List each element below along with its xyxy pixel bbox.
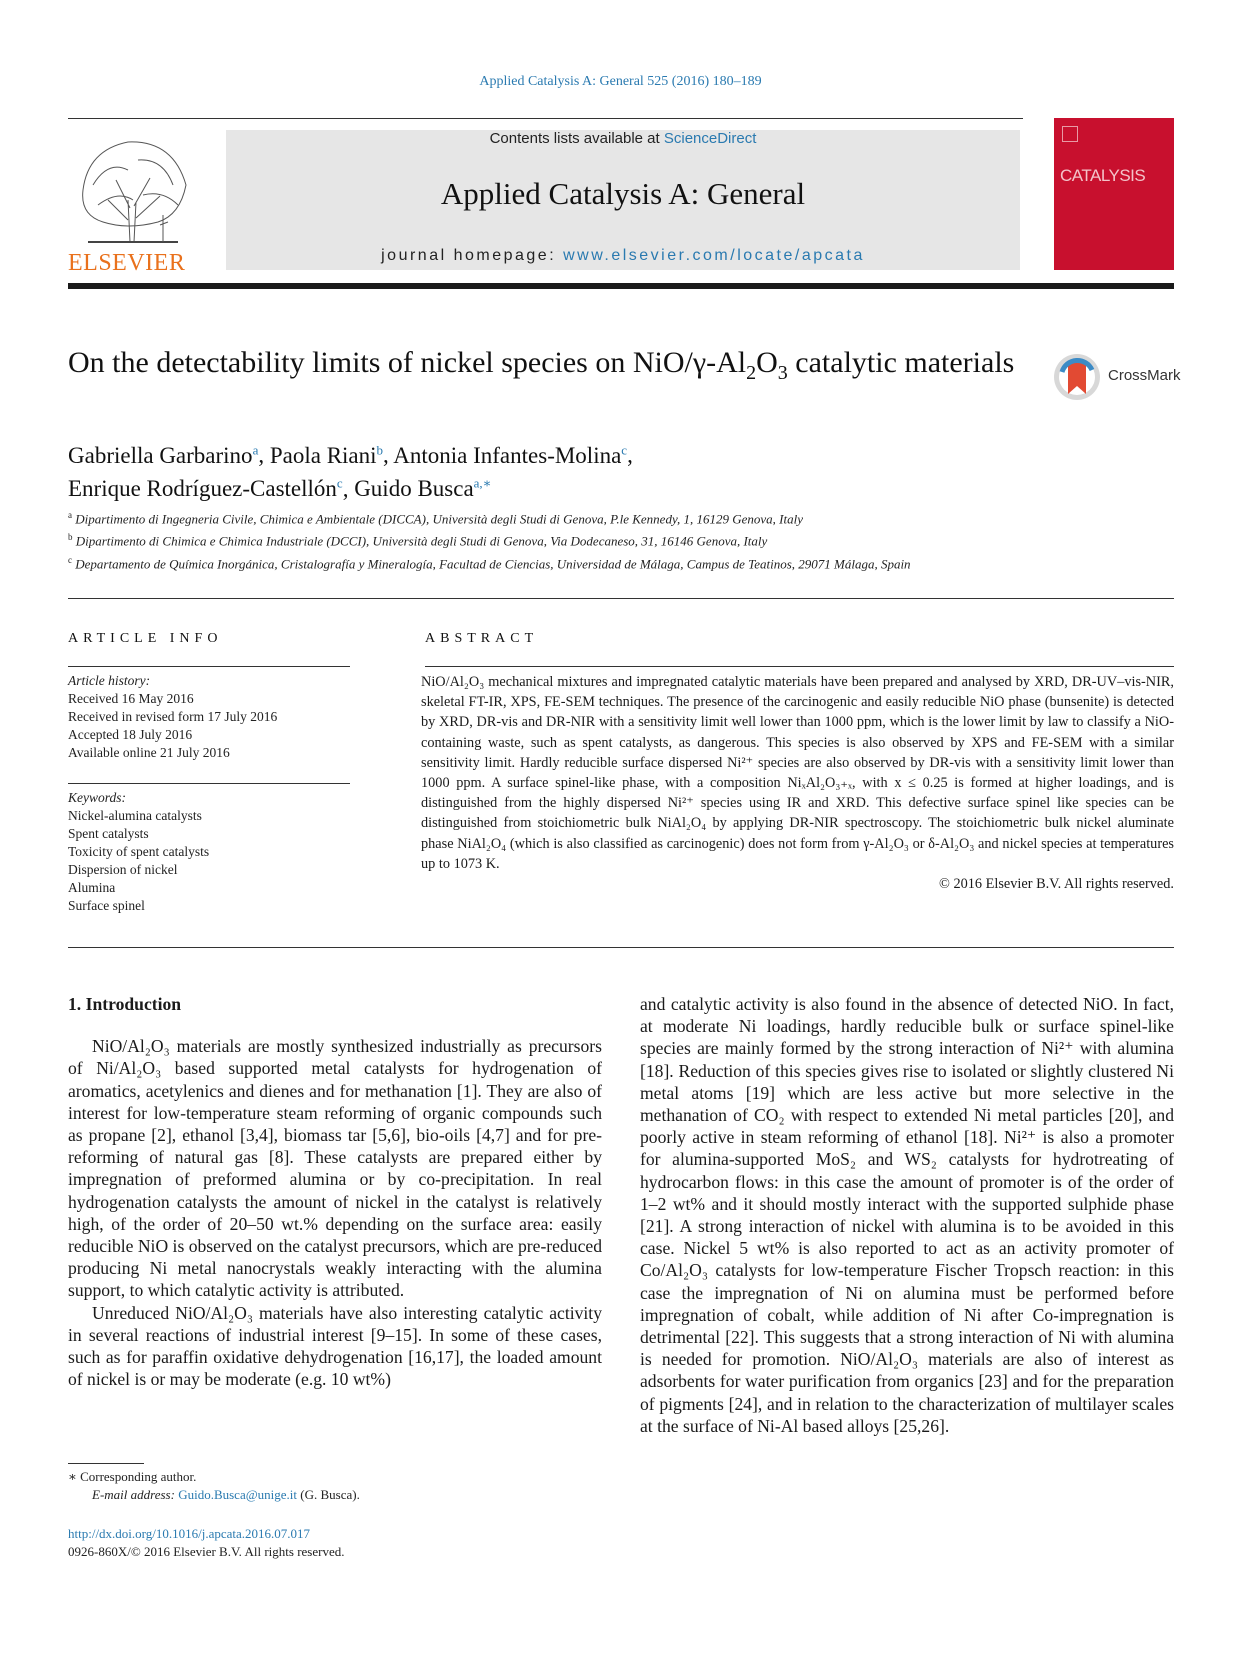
affiliation: $^c$ Departamento de Química Inorgánica, Cristalografía y Mineralogía, Facultad de Ciencias, Universidad de Málaga, Campus de Teatinos, 29071 Málaga, Spain [68, 554, 911, 571]
corresponding-footnote [68, 1468, 668, 1504]
history-item: Received 16 May 2016 [68, 691, 194, 706]
body-left-column [68, 993, 602, 1390]
article-info-rule [68, 666, 350, 667]
email-link[interactable]: Guido.Busca@unige.it [178, 1487, 298, 1502]
author[interactable]: Antonia Infantes-Molina$^c$ [393, 442, 628, 468]
keywords [68, 789, 350, 915]
abstract-body [421, 672, 1174, 894]
abstract-heading: ABSTRACT [425, 631, 539, 646]
author[interactable]: Gabriella Garbarino$^a$ [68, 442, 259, 468]
elsevier-logo[interactable] [68, 130, 198, 275]
keyword: Dispersion of nickel [68, 862, 178, 877]
email-line: E-mail address: Guido.Busca@unige.it (G. Busca). [92, 1487, 360, 1502]
journal-homepage [226, 247, 1020, 265]
keywords-label: Keywords: [68, 790, 126, 805]
footnote-rule [68, 1463, 144, 1464]
history-item: Received in revised form 17 July 2016 [68, 709, 278, 724]
affiliation: $^b$ Dipartimento di Chimica e Chimica Industriale (DCCI), Università degli Studi di Genova, Via Dodecaneso, 31, 16146 Genova, Italy [68, 532, 768, 549]
body-paragraph: and catalytic activity is also found in the absence of detected NiO. In fact, at moderate Ni loadings, hardly reducible bulk or surface spinel-like species are mainly formed by the strong interaction of Ni²⁺ with alumina [18]. Reduction of this species gives rise to isolated or slightly clustered Ni metal atoms [19] which are less active but more selective in the methanation of CO₂ with respect to extended Ni metal particles [20], and poorly active in steam reforming of ethanol [18]. Ni²⁺ is also a promoter for alumina-supported MoS₂ and WS₂ catalysts for hydrotreating of hydrocarbon flows: in this case the amount of promoter is of the order of 1–2 wt% and it should mostly interact with the supported sulphide phase [21]. A strong interaction of nickel with alumina is to be avoided in this case. Nickel 5 wt% is also reported to act as an activity promoter of Co/Al₂O₃ catalysts for low-temperature Fischer Tropsch reaction: in this case the impregnation of Ni on alumina must be performed before impregnation of cobalt, while addition of Ni after Co-impregnation is detrimental [22]. This suggests that a strong interaction of Ni with alumina is needed for promotion. NiO/Al₂O₃ materials are also of interest as adsorbents for water purification from organics [23] and for the preparation of pigments [24], and in relation to the characterization of multilayer scales at the surface of Ni-Al based alloys [25,26]. [640, 994, 1174, 1436]
journal-name: Applied Catalysis A: General [440, 176, 806, 211]
cover-emblem-icon [1062, 126, 1078, 142]
body-paragraph: NiO/Al₂O₃ materials are mostly synthesized industrially as precursors of Ni/Al₂O₃ based supported metal catalysts for hydrogenation of aromatics, acetylenics and dienes and for methanation [1]. They are also of interest for low-temperature steam reforming of organic compounds such as propane [2], ethanol [3,4], biomass tar [5,6], bio-oils [4,7] and for pre-reforming of natural gas [8]. These catalysts are prepared either by impregnation of preformed alumina or by co-precipitation. In real hydrogenation catalysts the amount of nickel in the catalyst is relatively high, of the order of 20–50 wt.% depending on the surface area: easily reducible NiO is observed on the catalyst precursors, which are pre-reduced producing Ni metal nanocrystals weakly interacting with the alumina support, to which catalytic activity is attributed. [68, 1036, 602, 1301]
sciencedirect-link[interactable]: ScienceDirect [663, 130, 757, 147]
homepage-link[interactable]: www.elsevier.com/locate/apcata [563, 247, 865, 264]
article-title: On the detectability limits of nickel species on NiO/$\gamma-Al_2O_3$ catalytic materials [68, 346, 1015, 384]
history-label: Article history: [68, 673, 151, 688]
elsevier-tree-icon [68, 130, 198, 275]
article-info-heading: ARTICLE INFO [68, 631, 223, 646]
section-heading: 1. Introduction [68, 994, 182, 1014]
contents-line [226, 130, 1020, 147]
affiliation: $^a$ Dipartimento di Ingegneria Civile, Chimica e Ambientale (DICCA), Università degli Studi di Genova, P.le Kennedy, 1, 16129 Genova, Italy [68, 510, 804, 527]
corresponding-author-note: ∗ Corresponding author. [68, 1469, 197, 1484]
body-right-column [640, 993, 1174, 1437]
doi-link[interactable]: http://dx.doi.org/10.1016/j.apcata.2016.07.017 [68, 1526, 311, 1541]
cover-title: CATALYSIS [1060, 166, 1146, 185]
crossmark-label: CrossMark [1108, 367, 1181, 384]
doi-block [68, 1525, 668, 1561]
article-history [68, 672, 350, 762]
header-rule [68, 118, 1023, 119]
title-rule [68, 598, 1174, 599]
keyword: Spent catalysts [68, 826, 149, 841]
keywords-rule [68, 783, 350, 784]
journal-citation[interactable]: Applied Catalysis A: General 525 (2016) 180–189 [479, 74, 762, 89]
author[interactable]: Enrique Rodríguez-Castellón$^c$ [68, 475, 343, 502]
crossmark-badge[interactable] [1052, 352, 1182, 402]
elsevier-wordmark: ELSEVIER [68, 250, 186, 275]
abstract-copyright: © 2016 Elsevier B.V. All rights reserved. [939, 876, 1174, 893]
homepage-prefix: journal homepage: [381, 247, 564, 264]
affiliations [68, 506, 1008, 573]
abstract-bottom-rule [68, 947, 1174, 948]
author[interactable]: Paola Riani$^b$ [269, 442, 384, 468]
issn-line: 0926-860X/© 2016 Elsevier B.V. All rights reserved. [68, 1544, 345, 1559]
keyword: Alumina [68, 880, 116, 895]
history-item: Available online 21 July 2016 [68, 745, 230, 760]
history-item: Accepted 18 July 2016 [68, 727, 193, 742]
author-list: Gabriella Garbarino$^a$, Paola Riani$^b$, Antonia Infantes-Molina$^c$, Enrique Rodríguez-Castellón$^c$, Guido Busca$^{a,∗}$ [68, 442, 633, 502]
body-paragraph: Unreduced NiO/Al₂O₃ materials have also interesting catalytic activity in several reactions of industrial interest [9–15]. In some of these cases, such as for paraffin oxidative dehydrogenation [16,17], the loaded amount of nickel is or may be moderate (e.g. 10 wt%) [68, 1302, 602, 1390]
crossmark-icon [1052, 352, 1102, 402]
abstract-text: NiO/Al₂O₃ mechanical mixtures and impregnated catalytic materials have been prepared and analysed by XRD, DR-UV–vis-NIR, skeletal FT-IR, XPS, FE-SEM techniques. The presence of the carcinogenic and easily reducible NiO phase (bunsenite) is detected by XRD, DR-vis and DR-NIR with a sensitivity limit well lower than 1000 ppm, which is the lower limit by law to classify a NiO-containing waste, such as spent catalysts, as dangerous. This species is also observed by XPS and FE-SEM with a similar sensitivity limit. Hardly reducible surface dispersed Ni²⁺ species are also observed by DR-vis with a sensitivity limit lower than 1000 ppm. A surface spinel-like phase, with a composition NiₓAl₂O₃₊ₓ, with x ≤ 0.25 is formed at higher loadings, and is distinguished from the highly dispersed Ni²⁺ species using IR and XRD. This defective surface spinel like species can be distinguished from stoichiometric bulk NiAl₂O₄ by applying DR-NIR spectroscopy. The stoichiometric bulk nickel aluminate phase NiAl₂O₄ (which is also classified as carcinogenic) does not form from γ-Al₂O₃ or δ-Al₂O₃ and nickel species at temperatures up to 1073 K. [421, 674, 1174, 872]
journal-cover[interactable] [1054, 118, 1174, 270]
keyword: Nickel-alumina catalysts [68, 808, 202, 823]
abstract-rule [425, 666, 1174, 667]
contents-prefix: Contents lists available at [489, 130, 664, 147]
keyword: Toxicity of spent catalysts [68, 844, 210, 859]
keyword: Surface spinel [68, 898, 145, 913]
author[interactable]: Guido Busca$^{a,∗}$ [354, 475, 492, 502]
header-thick-rule [68, 283, 1174, 289]
